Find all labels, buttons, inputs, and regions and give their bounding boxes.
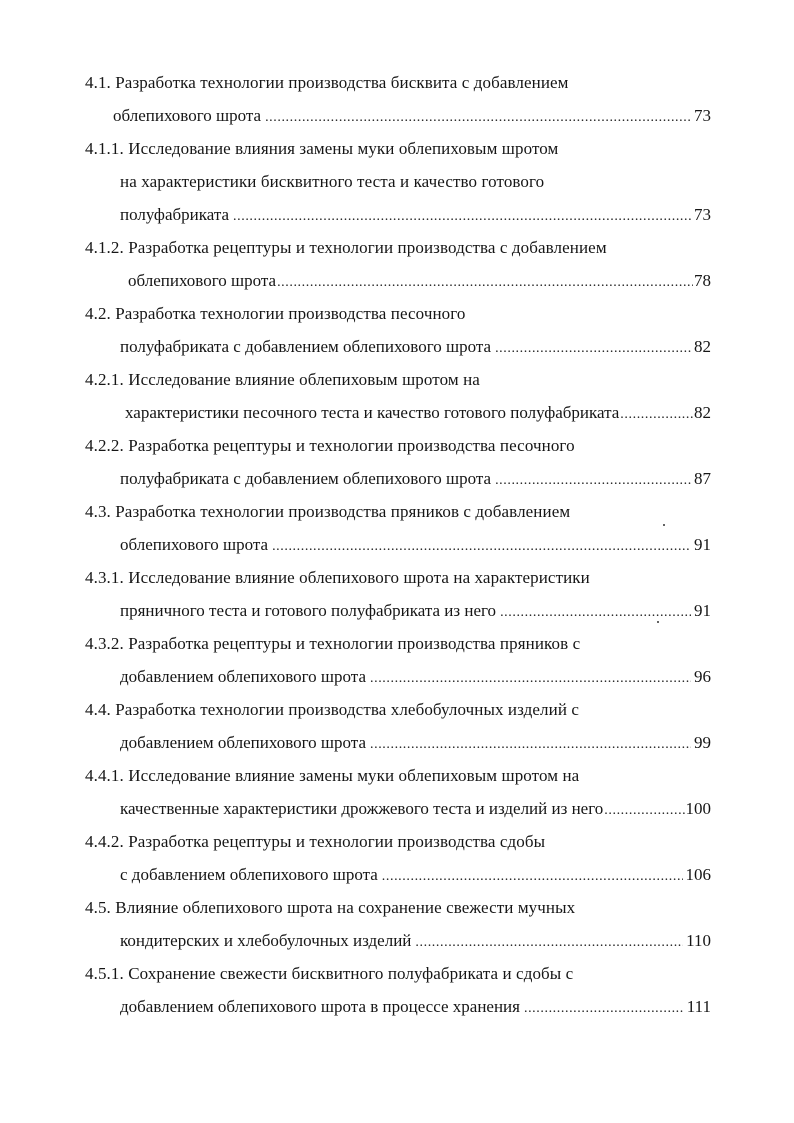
toc-entry-4-1-2-title: 4.1.2. Разработка рецептуры и технологии производства с добавлением bbox=[85, 238, 607, 257]
dot-leader bbox=[415, 932, 683, 954]
toc-entry-4-4-1-page: 100 bbox=[685, 799, 711, 818]
dot-leader bbox=[272, 536, 691, 558]
toc-entry-4-1-1-page: 73 bbox=[694, 205, 711, 224]
toc-entry-4-4-page: 99 bbox=[694, 733, 711, 752]
toc-entry-4-1-1-title-cont: на характеристики бисквитного теста и качество готового bbox=[120, 172, 545, 191]
toc-entry-4-1-leader bbox=[113, 105, 711, 129]
toc-entry-4-1-2-leader bbox=[128, 270, 711, 294]
toc-entry-4-3-2-page: 96 bbox=[694, 667, 711, 686]
toc-entry-4-5-1-page: 111 bbox=[686, 997, 711, 1016]
toc-entry-4-4-1-title-cont: качественные характеристики дрожжевого теста и изделий из него bbox=[120, 799, 604, 818]
toc-entry-4-1-2-page: 78 bbox=[694, 271, 711, 290]
toc-entry-4-3-1-title: 4.3.1. Исследование влияние облепихового шрота на характеристики bbox=[85, 568, 590, 587]
toc-entry-4-3-title-cont: облепихового шрота bbox=[120, 535, 269, 554]
toc-entry-4-1-page: 73 bbox=[694, 106, 711, 125]
dot-leader bbox=[277, 272, 693, 294]
toc-entry-4-3-leader bbox=[120, 534, 711, 558]
toc-entry-4-2-title-cont: полуфабриката с добавлением облепихового шрота bbox=[120, 337, 492, 356]
toc-entry-4-3-2-title-cont: добавлением облепихового шрота bbox=[120, 667, 366, 686]
toc-entry-4-1-title-cont: облепихового шрота bbox=[113, 106, 262, 125]
dot-leader bbox=[370, 734, 691, 756]
toc-entry-4-4-1-leader bbox=[120, 798, 711, 822]
toc-entry-4-4-1-title: 4.4.1. Исследование влияние замены муки облепиховым шротом на bbox=[85, 766, 580, 785]
scan-speck bbox=[657, 621, 659, 623]
toc-entry-4-2-leader bbox=[120, 336, 711, 360]
toc-entry-4-1-title: 4.1. Разработка технологии производства бисквита с добавлением bbox=[85, 73, 569, 92]
toc-entry-4-4-title-cont: добавлением облепихового шрота bbox=[120, 733, 366, 752]
toc-entry-4-3-title: 4.3. Разработка технологии производства пряников с добавлением bbox=[85, 502, 571, 521]
toc-entry-4-1-1-title-cont2: полуфабриката bbox=[120, 205, 230, 224]
dot-leader bbox=[500, 602, 691, 624]
toc-entry-4-5-leader bbox=[120, 930, 711, 954]
toc-entry-4-2-1-leader bbox=[125, 402, 711, 426]
toc-entry-4-5-1-title-cont: добавлением облепихового шрота в процессе хранения bbox=[120, 997, 520, 1016]
toc-entry-4-2-2-title: 4.2.2. Разработка рецептуры и технологии производства песочного bbox=[85, 436, 575, 455]
toc-entry-4-4-2-title-cont: с добавлением облепихового шрота bbox=[120, 865, 378, 884]
toc-entry-4-1-1-leader bbox=[120, 204, 711, 228]
toc-entry-4-4-2-title: 4.4.2. Разработка рецептуры и технологии производства сдобы bbox=[85, 832, 546, 851]
dot-leader bbox=[233, 206, 691, 228]
toc-entry-4-4-2-leader bbox=[120, 864, 711, 888]
toc-entry-4-2-2-title-cont: полуфабриката с добавлением облепихового шрота bbox=[120, 469, 492, 488]
dot-leader bbox=[620, 404, 693, 426]
toc-entry-4-5-title: 4.5. Влияние облепихового шрота на сохранение свежести мучных bbox=[85, 898, 576, 917]
toc-entry-4-3-1-leader bbox=[120, 600, 711, 624]
toc-entry-4-1-1-title: 4.1.1. Исследование влияния замены муки облепиховым шротом bbox=[85, 139, 559, 158]
toc-entry-4-2-1-title: 4.2.1. Исследование влияние облепиховым шротом на bbox=[85, 370, 480, 389]
toc-entry-4-4-leader bbox=[120, 732, 711, 756]
dot-leader bbox=[495, 470, 691, 492]
dot-leader bbox=[382, 866, 683, 888]
toc-entry-4-3-1-title-cont: пряничного теста и готового полуфабриката из него bbox=[120, 601, 497, 620]
scan-speck bbox=[663, 524, 665, 526]
dot-leader bbox=[524, 998, 684, 1020]
toc-entry-4-3-page: 91 bbox=[694, 535, 711, 554]
toc-entry-4-3-1-page: 91 bbox=[694, 601, 711, 620]
toc-entry-4-3-2-title: 4.3.2. Разработка рецептуры и технологии производства пряников с bbox=[85, 634, 581, 653]
toc-entry-4-2-title: 4.2. Разработка технологии производства песочного bbox=[85, 304, 466, 323]
toc-entry-4-2-2-page: 87 bbox=[694, 469, 711, 488]
toc-entry-4-5-1-leader bbox=[120, 996, 711, 1020]
toc-entry-4-1-2-title-cont: облепихового шрота bbox=[128, 271, 277, 290]
toc-entry-4-2-1-page: 82 bbox=[694, 403, 711, 422]
dot-leader bbox=[370, 668, 691, 690]
toc-entry-4-3-2-leader bbox=[120, 666, 711, 690]
toc-entry-4-2-2-leader bbox=[120, 468, 711, 492]
toc-entry-4-4-2-page: 106 bbox=[685, 865, 711, 884]
toc-entry-4-2-1-title-cont: характеристики песочного теста и качество готового полуфабриката bbox=[125, 403, 620, 422]
toc-entry-4-5-1-title: 4.5.1. Сохранение свежести бисквитного полуфабриката и сдобы с bbox=[85, 964, 574, 983]
toc-entry-4-2-page: 82 bbox=[694, 337, 711, 356]
toc-entry-4-4-title: 4.4. Разработка технологии производства хлебобулочных изделий с bbox=[85, 700, 580, 719]
toc-entry-4-5-page: 110 bbox=[686, 931, 711, 950]
dot-leader bbox=[495, 338, 691, 360]
dot-leader bbox=[604, 800, 684, 822]
dot-leader bbox=[265, 107, 691, 129]
toc-entry-4-5-title-cont: кондитерских и хлебобулочных изделий bbox=[120, 931, 412, 950]
